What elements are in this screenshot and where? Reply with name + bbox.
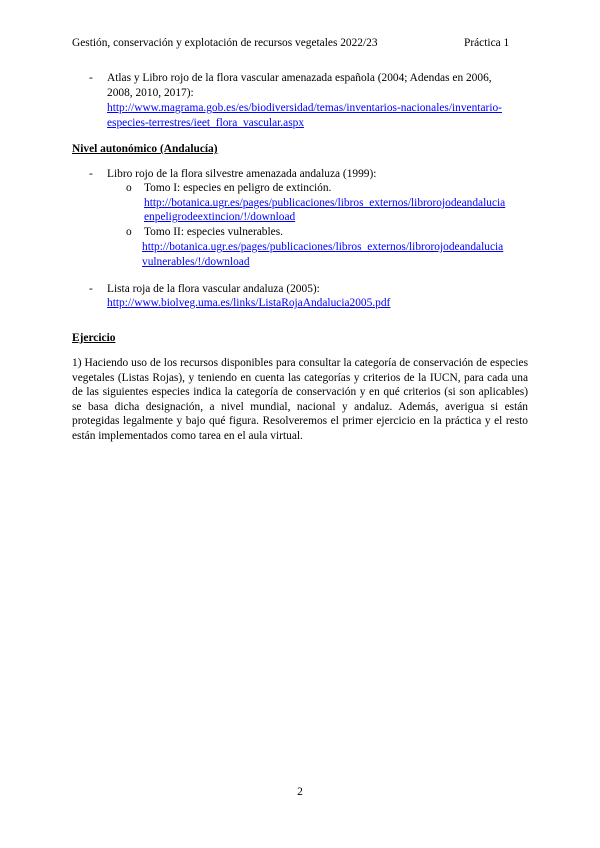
list-item-text: Atlas y Libro rojo de la flora vascular amenazada española (2004; Adendas en 2006, xyxy=(107,72,492,84)
atlas-link[interactable]: http://www.magrama.gob.es/es/biodiversidad/temas/inventarios-nacionales/inventario- xyxy=(107,102,502,114)
tomo2-link-continued[interactable]: vulnerables/!/download xyxy=(142,256,250,268)
exercise-paragraph: 1) Haciendo uso de los recursos disponibles para consultar la categoría de conservación de especies vegetales (Listas Rojas), y teniendo en cuenta las categorías y criterios de la IUCN, para cada una de las siguientes especies indica la categoría de conservación y en qué criterios (si son aplicables) se basa dicha designación, a nivel mundial, nacional y andaluz. Además, averigua si están protegidas legalmente y bajo qué figura. Resolveremos el primer ejercicio en la práctica y el resto están implementados como tarea en el aula virtual. xyxy=(72,357,528,442)
header-title: Gestión, conservación y explotación de recursos vegetales 2022/23 xyxy=(72,37,378,49)
page-number: 2 xyxy=(297,786,303,798)
list-item-text: Lista roja de la flora vascular andaluza (2005): xyxy=(107,283,320,295)
header-practice-label: Práctica 1 xyxy=(464,37,510,49)
section-heading-ejercicio: Ejercicio xyxy=(72,332,116,344)
sublist-item-text: Tomo II: especies vulnerables. xyxy=(144,226,284,238)
tomo2-link[interactable]: http://botanica.ugr.es/pages/publicaciones/libros_externos/librorojodeandalucia xyxy=(142,241,504,253)
atlas-link-continued[interactable]: especies-terrestres/ieet_flora_vascular.aspx xyxy=(107,117,305,129)
tomo1-link-continued[interactable]: enpeligrodeextincion/!/download xyxy=(144,211,296,223)
list-bullet: - xyxy=(89,168,93,180)
list-bullet: - xyxy=(89,72,93,84)
tomo1-link[interactable]: http://botanica.ugr.es/pages/publicaciones/libros_externos/librorojodeandalucia xyxy=(144,197,506,209)
lista-roja-link[interactable]: http://www.biolveg.uma.es/links/ListaRojaAndalucia2005.pdf xyxy=(107,297,391,309)
sublist-bullet: o xyxy=(126,182,132,194)
sublist-item-text: Tomo I: especies en peligro de extinción. xyxy=(144,182,332,194)
list-item-text: Libro rojo de la flora silvestre amenazada andaluza (1999): xyxy=(107,168,377,180)
sublist-bullet: o xyxy=(126,226,132,238)
list-item-text-continued: 2008, 2010, 2017): xyxy=(107,87,194,99)
section-heading-autonomico: Nivel autonómico (Andalucía) xyxy=(72,143,218,155)
list-bullet: - xyxy=(89,283,93,295)
